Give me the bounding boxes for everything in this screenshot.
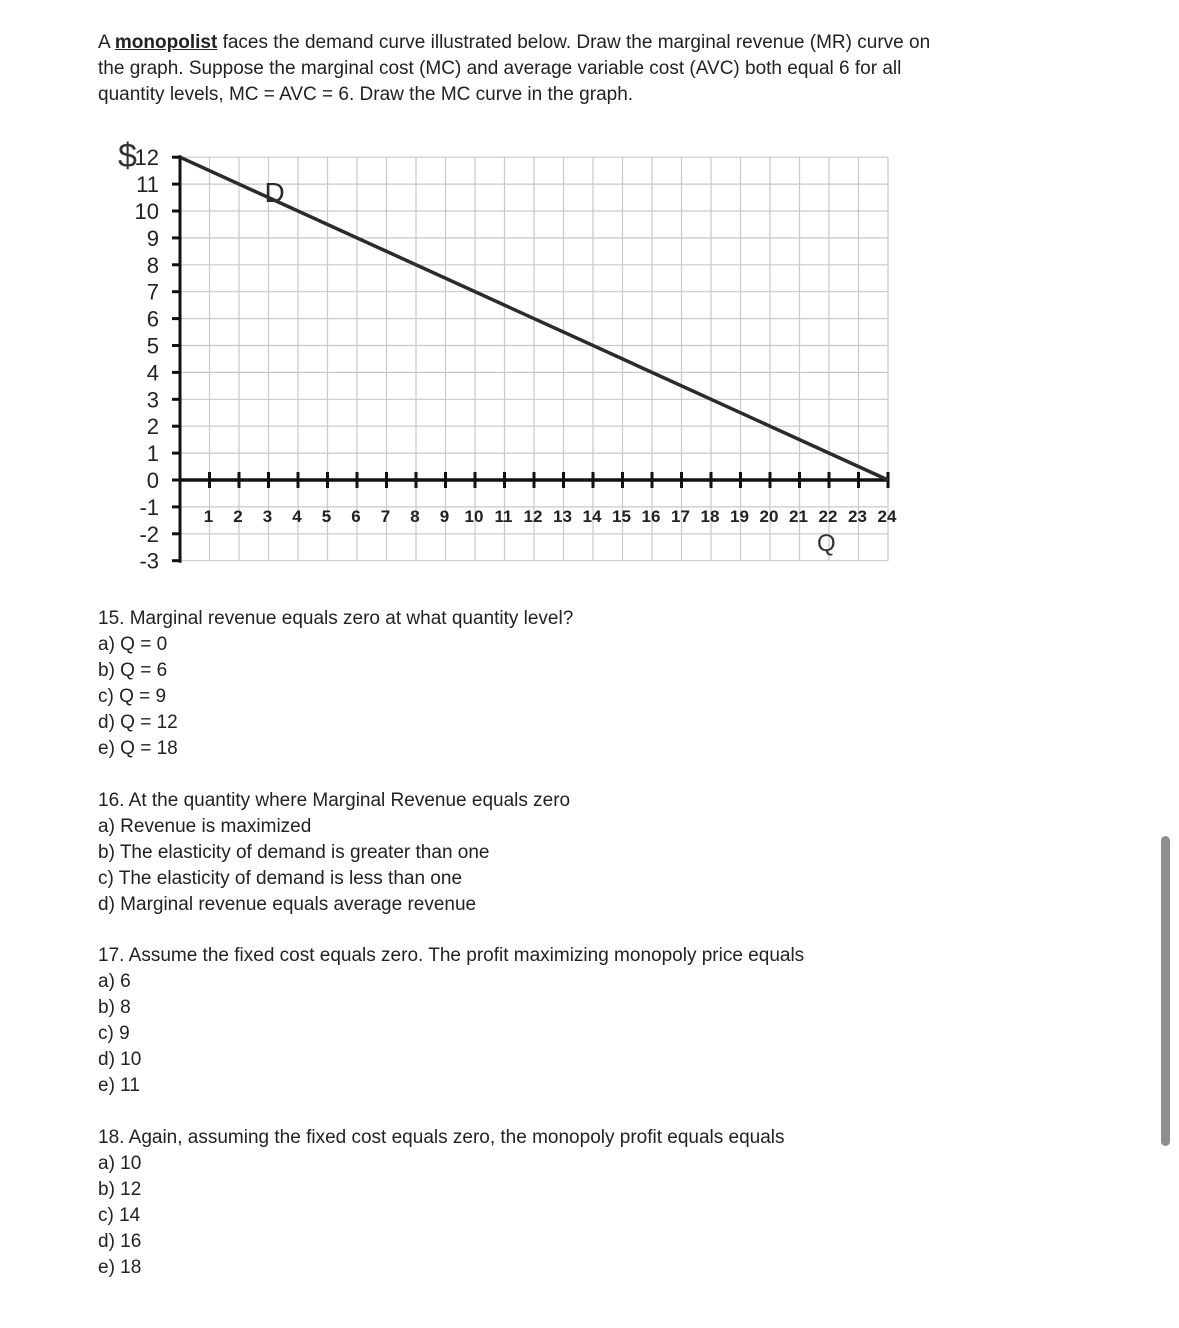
y-tick-label: 4: [146, 360, 159, 386]
demand-chart: [0, 0, 1179, 600]
x-tick-label: 12: [523, 507, 543, 526]
answer-option: c) 9: [98, 1023, 130, 1044]
y-tick-label: -1: [139, 494, 159, 520]
intro-line-2: the graph. Suppose the marginal cost (MC) and average variable cost (AVC) both equal 6 for all: [98, 58, 902, 79]
x-tick-label: 16: [641, 507, 661, 526]
x-tick-label: 2: [233, 507, 243, 526]
answer-option: e) 18: [98, 1257, 142, 1278]
answer-option: b) Q = 6: [98, 660, 168, 681]
y-tick-label: 1: [146, 441, 159, 467]
x-tick-label: 14: [582, 507, 602, 526]
scrollbar-thumb[interactable]: [1161, 836, 1170, 1146]
y-tick-label: 12: [134, 145, 159, 171]
answer-option: e) Q = 18: [98, 738, 178, 759]
intro-line-3: quantity levels, MC = AVC = 6. Draw the MC curve in the graph.: [98, 84, 634, 105]
y-axis-label: $: [118, 137, 137, 176]
intro-line-1-rest: faces the demand curve illustrated below. Draw the marginal revenue (MR) curve on: [217, 32, 931, 53]
x-tick-label: 22: [818, 507, 838, 526]
question-16: [98, 788, 570, 918]
x-tick-label: 11: [494, 507, 513, 526]
x-tick-label: 21: [789, 507, 808, 526]
x-tick-label: 19: [730, 507, 749, 526]
intro-prefix: A: [98, 32, 115, 53]
answer-option: b) The elasticity of demand is greater than one: [98, 842, 490, 863]
y-tick-label: 8: [146, 252, 159, 278]
x-axis-label: Q: [817, 530, 836, 557]
y-tick-label: 9: [146, 225, 159, 251]
answer-option: a) 6: [98, 971, 131, 992]
y-tick-label: 0: [146, 468, 159, 493]
demand-curve-label: D: [264, 177, 285, 209]
answer-option: b) 12: [98, 1179, 142, 1200]
y-tick-label: -2: [139, 521, 159, 547]
answer-option: d) 16: [98, 1231, 142, 1252]
y-tick-label: 5: [146, 333, 159, 359]
question-17: [98, 943, 804, 1099]
x-tick-label: 20: [759, 507, 779, 526]
x-tick-label: 13: [553, 507, 572, 526]
y-tick-label: 10: [134, 199, 159, 224]
x-tick-label: 9: [439, 507, 450, 526]
x-tick-label: 4: [292, 507, 302, 526]
x-tick-label: 8: [410, 507, 420, 526]
answer-option: c) Q = 9: [98, 686, 167, 707]
question-stem: 15. Marginal revenue equals zero at what quantity level?: [98, 608, 574, 629]
answer-option: a) Revenue is maximized: [98, 816, 312, 837]
x-tick-label: 15: [612, 507, 631, 526]
answer-option: d) 10: [98, 1049, 142, 1070]
answer-option: d) Marginal revenue equals average revenue: [98, 894, 477, 915]
question-stem: 18. Again, assuming the fixed cost equals zero, the monopoly profit equals equals: [98, 1127, 785, 1148]
answer-option: e) 11: [98, 1075, 140, 1096]
y-tick-label: -3: [139, 548, 159, 574]
question-stem: 16. At the quantity where Marginal Revenue equals zero: [98, 790, 571, 811]
x-tick-label: 23: [848, 507, 867, 526]
answer-option: c) The elasticity of demand is less than one: [98, 868, 463, 889]
y-tick-label: 11: [136, 172, 159, 198]
x-tick-label: 6: [351, 507, 361, 526]
answer-option: b) 8: [98, 997, 131, 1018]
question-18: [98, 1125, 785, 1281]
x-tick-label: 5: [321, 507, 332, 526]
x-tick-label: 1: [203, 507, 214, 526]
x-tick-label: 24: [877, 507, 897, 526]
answer-option: a) Q = 0: [98, 634, 168, 655]
question-stem: 17. Assume the fixed cost equals zero. The profit maximizing monopoly price equals: [98, 945, 805, 966]
answer-option: d) Q = 12: [98, 712, 178, 733]
x-tick-label: 18: [700, 507, 720, 526]
x-tick-label: 7: [380, 507, 391, 526]
y-tick-label: 7: [146, 279, 159, 305]
y-tick-label: 6: [146, 306, 159, 332]
y-tick-label: 3: [146, 387, 159, 413]
answer-option: c) 14: [98, 1205, 141, 1226]
question-15: [98, 606, 573, 762]
x-tick-label: 10: [464, 507, 484, 526]
x-tick-label: 3: [262, 507, 273, 526]
keyword-monopolist: monopolist: [114, 32, 218, 53]
y-tick-label: 2: [146, 414, 159, 440]
x-tick-label: 17: [671, 507, 690, 526]
answer-option: a) 10: [98, 1153, 142, 1174]
